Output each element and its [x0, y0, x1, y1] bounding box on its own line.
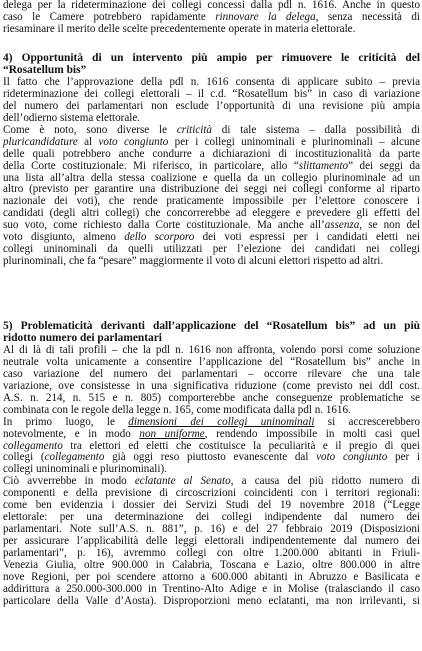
- text-line: suo voto, come richiesto dalla Corte costituzionale. Ma anche all’assenza, se non del: [3, 220, 420, 232]
- intro-paragraph: [3, 0, 420, 36]
- paragraph: [3, 476, 420, 607]
- paragraph: [3, 417, 420, 477]
- section-heading: ridotto numero dei parlamentari: [3, 332, 162, 344]
- text-line: Il fatto che l’approvazione della pdl n. 1616 consenta di applicare subito – previa: [3, 76, 420, 88]
- text-line: voto disgiunto, almeno dello scorporo dei voti espressi per i candidati eletti nei: [3, 232, 420, 244]
- text-line: plurinominali, che fa “pesare” maggiormente il voto di alcuni elettori rispetto ad altri.: [3, 256, 384, 268]
- text-line: una lista all’altra della stessa coalizione e quella da un collegio plurinominale ad un: [3, 172, 420, 184]
- text-line: collegamento tra elettori ed eletti che costituisce la peculiarità e il pregio di quei: [3, 440, 420, 452]
- text-line: rideterminazione dei collegi elettorali – il c.d. “Rosatellum bis” in caso di variazione: [3, 88, 420, 100]
- text-line: In primo luogo, le dimensioni dei collegi uninominali si accrescerebbero: [3, 416, 420, 428]
- text-line: altro (previsto per garantire una distribuzione dei seggi nei collegi conforme al riparto: [3, 184, 420, 196]
- text-line: nove Regioni, per poi scendere attorno a 600.000 abitanti in Abruzzo e Basilicata e: [3, 572, 420, 584]
- section-4: [3, 53, 420, 268]
- text-line: notevolmente, e in modo non uniforme, rendendo impossibile in molti casi quel: [3, 428, 420, 440]
- text-line: parlamentari. Note sull’A.S. n. 881”, p. 16) e del 27 febbraio 2019 (Disposizioni: [3, 524, 420, 536]
- text-line: pluricandidature al voto congiunto per i collegi uninominali e plurinominali – alcune: [3, 136, 420, 148]
- text-line: Venezia Giulia, oltre 900.000 in Calabria, Toscana e Lazio, oltre 800.000 in altre: [3, 560, 420, 572]
- text-line: dell’odierno sistema elettorale.: [3, 112, 141, 124]
- text-line: delle quali potrebbero anche condurre a dichiarazioni di incostituzionalità da parte: [3, 148, 420, 160]
- text-line: per assicurare l’applicabilità delle leggi elettorali indipendentemente dal numero dei: [3, 536, 420, 548]
- text-line: parlamentari”, p. 16), avremmo collegi con oltre 1.200.000 abitanti in Friuli-: [3, 548, 420, 560]
- paragraph: [3, 345, 420, 417]
- text-line: nazionale dei voti), che rende praticamente impossibile per l’elettore conoscere i: [3, 196, 420, 208]
- text-line: elettorale: per una determinazione dei collegi indipendente dal numero dei: [3, 512, 420, 524]
- text-line: collegi (collegamento già oggi reso piuttosto evanescente dal voto congiunto per i: [3, 452, 420, 464]
- text-line: Al di là di tali profili – che la pdl n. 1616 non affronta, volendo porsi come soluzione: [3, 344, 420, 356]
- text-line: A.S. n. 214, n. 515 e n. 805) comporterebbe anche conseguenze problematiche se: [3, 392, 420, 404]
- text-line: caso le Camere potrebbero rapidamente rinnovare la delega, senza necessità di: [3, 11, 420, 23]
- text-line: neutrale volta unicamente a consentire l’applicazione del “Rosatellum bis” anche in: [3, 356, 420, 368]
- text-line: collegi uninominali e plurinominali).: [3, 464, 167, 476]
- text-line: componenti e della previsione di circoscrizioni coincidenti con i territori regionali:: [3, 488, 420, 500]
- text-line: riesaminare il merito delle scelte precedentemente operate in materia elettorale.: [3, 23, 356, 35]
- text-line: della Corte costituzionale. Mi riferisco, in particolare, allo “slittamento” dei seggi da: [3, 160, 420, 172]
- section-heading: “Rosatellum bis”: [3, 64, 87, 76]
- text-line: particolare della Valle d’Aosta). Disproporzioni meno eclatanti, ma non irrilevanti, si: [3, 595, 420, 607]
- text-line: candidati (degli altri collegi) che concorrerebbe ad eleggere e prevedere gli effetti del: [3, 208, 420, 220]
- section-heading: 4) Opportunità di un intervento più ampio per rimuovere le criticità del: [3, 53, 420, 64]
- section-5: [3, 321, 420, 608]
- text-line: Come è noto, sono diverse le criticità di tale sistema – dalla possibilità di: [3, 124, 420, 136]
- text-line: addirittura a 250.000-300.000 in Trentino-Alto Adige e in Molise (tralasciando il caso: [3, 583, 420, 595]
- text-line: delega per la rideterminazione dei collegi concessi dalla pdl n. 1616. Anche in questo: [3, 0, 420, 11]
- text-line: variazione, ove consistesse in una significativa riduzione (come previsto nei ddl cost.: [3, 380, 420, 392]
- paragraph: [3, 125, 420, 268]
- paragraph: [3, 77, 420, 125]
- text-line: caso variazione del numero dei parlamentari – occorre rilevare che una tale: [3, 368, 420, 380]
- text-line: Ciò avverrebbe in modo eclatante al Senato, a causa del più ridotto numero di: [3, 476, 420, 488]
- section-heading: 5) Problematicità derivanti dall’applicazione del “Rosatellum bis” ad un più: [3, 321, 420, 332]
- text-line: del numero dei parlamentari non esclude l’opportunità di una revisione più ampia: [3, 100, 420, 112]
- text-line: come ben evidenzia i dossier dei Servizi Studi del 19 novembre 2018 (“Legge: [3, 500, 420, 512]
- text-line: combinata con le regole della legge n. 165, come modificata dalla pdl n. 1616.: [3, 404, 351, 416]
- text-line: collegi uninominali da quelli utilizzati per l’elezione dei candidati nei collegi: [3, 244, 420, 256]
